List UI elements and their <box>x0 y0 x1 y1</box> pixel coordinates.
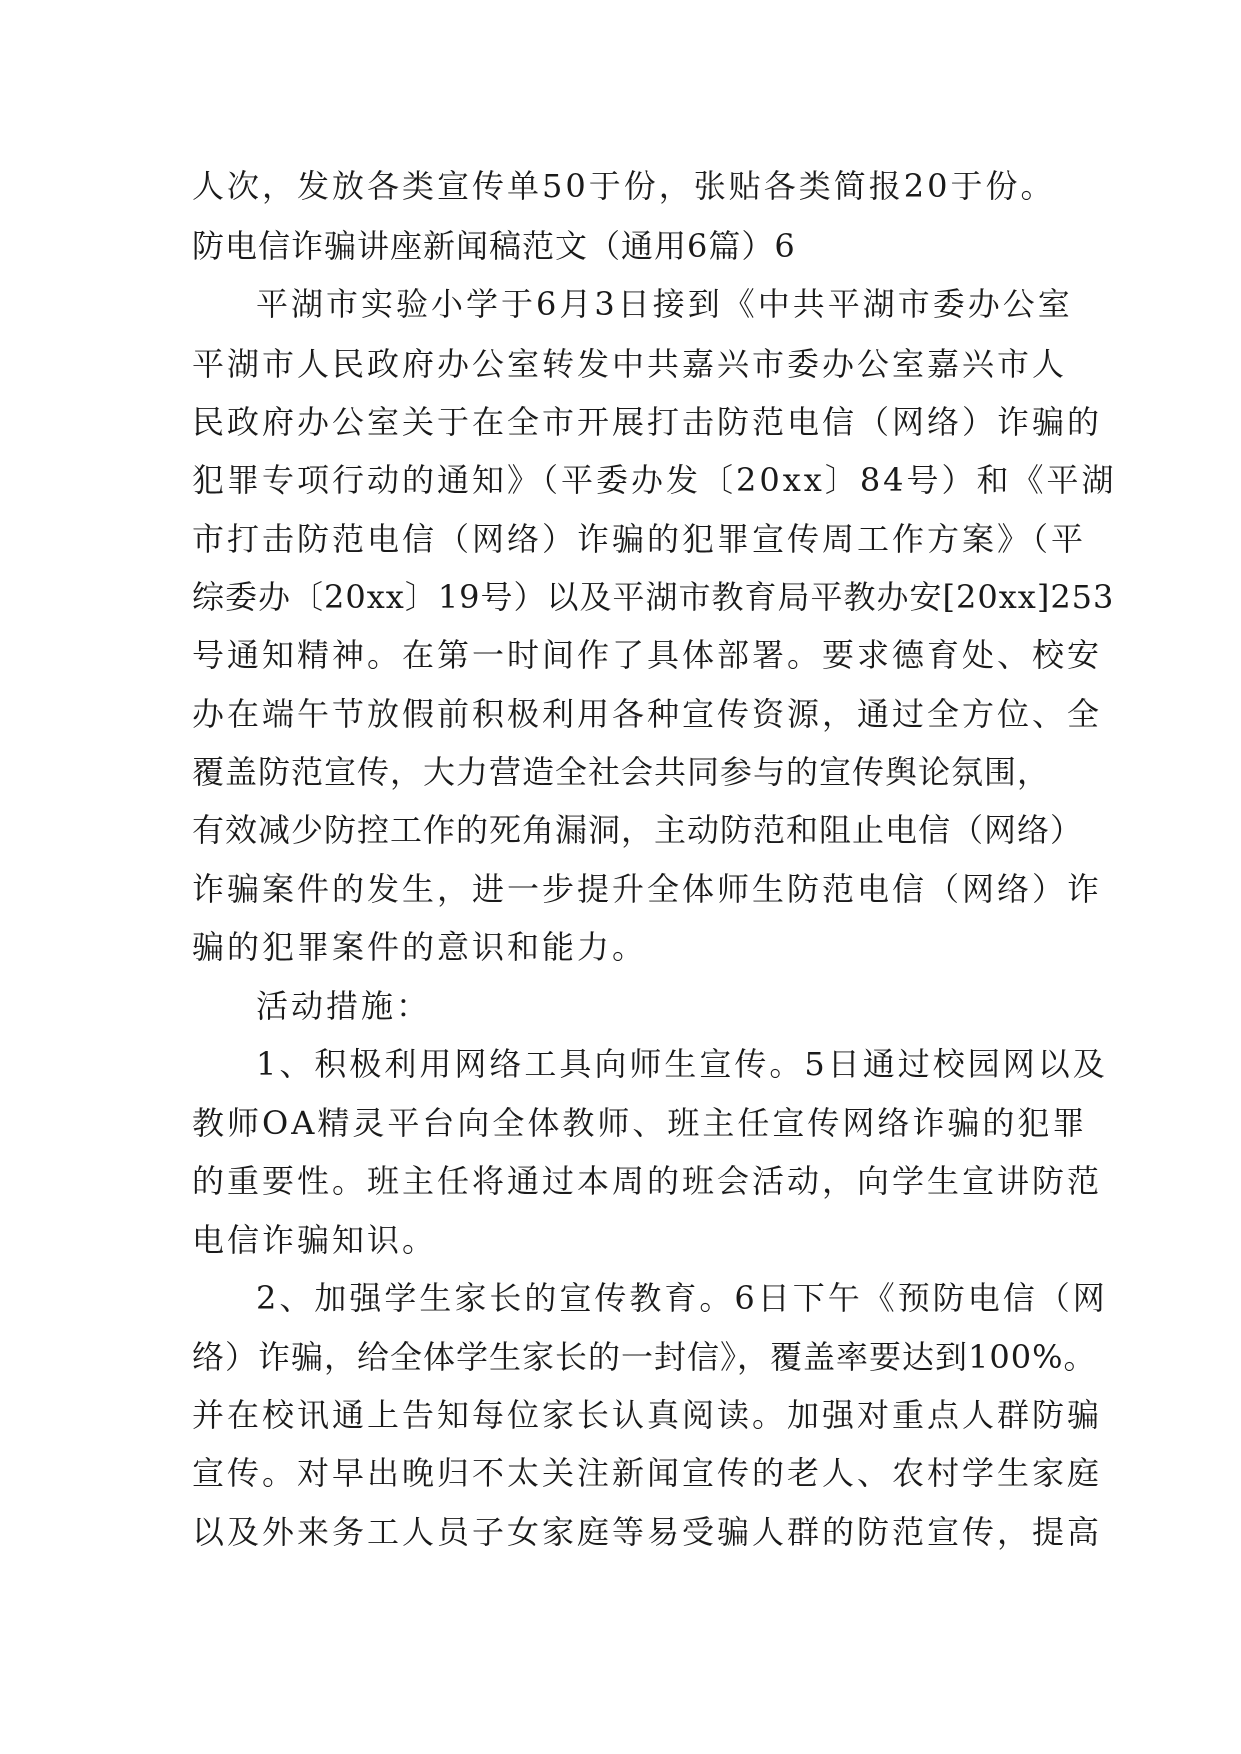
paragraph-line: 覆盖防范宣传，大力营造全社会共同参与的宣传舆论氛围， <box>192 753 1051 791</box>
section-heading: 防电信诈骗讲座新闻稿范文（通用6篇）6 <box>192 227 796 265</box>
paragraph-line: 骗的犯罪案件的意识和能力。 <box>192 928 648 966</box>
paragraph-line: 综委办〔20xx〕19号）以及平湖市教育局平教办安[20xx]253 <box>192 578 1115 616</box>
paragraph-line: 诈骗案件的发生，进一步提升全体师生防范电信（网络）诈 <box>192 870 1103 908</box>
paragraph-line: 以及外来务工人员子女家庭等易受骗人群的防范宣传，提高 <box>192 1513 1103 1551</box>
paragraph-line: 的重要性。班主任将通过本周的班会活动，向学生宣讲防范 <box>192 1162 1103 1200</box>
subheading-line: 活动措施： <box>256 987 432 1025</box>
paragraph-line: 平湖市人民政府办公室转发中共嘉兴市委办公室嘉兴市人 <box>192 345 1068 383</box>
paragraph-line: 并在校讯通上告知每位家长认真阅读。加强对重点人群防骗 <box>192 1396 1103 1434</box>
paragraph-line: 平湖市实验小学于6月3日接到《中共平湖市委办公室 <box>256 285 1073 323</box>
paragraph-line: 人次，发放各类宣传单50于份，张贴各类简报20于份。 <box>192 167 1056 205</box>
paragraph-line: 有效减少防控工作的死角漏洞，主动防范和阻止电信（网络） <box>192 811 1084 849</box>
paragraph-line: 宣传。对早出晚归不太关注新闻宣传的老人、农村学生家庭 <box>192 1454 1103 1492</box>
paragraph-line: 2、加强学生家长的宣传教育。6日下午《预防电信（网 <box>256 1279 1108 1317</box>
paragraph-line: 民政府办公室关于在全市开展打击防范电信（网络）诈骗的 <box>192 403 1103 441</box>
paragraph-line: 办在端午节放假前积极利用各种宣传资源，通过全方位、全 <box>192 695 1103 733</box>
paragraph-line: 号通知精神。在第一时间作了具体部署。要求德育处、校安 <box>192 636 1103 674</box>
paragraph-line: 络）诈骗，给全体学生家长的一封信》，覆盖率要达到100%。 <box>192 1338 1097 1376</box>
paragraph-line: 1、积极利用网络工具向师生宣传。5日通过校园网以及 <box>256 1045 1108 1083</box>
paragraph-line: 电信诈骗知识。 <box>192 1221 438 1259</box>
paragraph-line: 市打击防范电信（网络）诈骗的犯罪宣传周工作方案》（平 <box>192 520 1087 558</box>
paragraph-line: 教师OA精灵平台向全体教师、班主任宣传网络诈骗的犯罪 <box>192 1104 1088 1142</box>
paragraph-line: 犯罪专项行动的通知》（平委办发〔20xx〕84号）和《平湖 <box>192 461 1117 499</box>
